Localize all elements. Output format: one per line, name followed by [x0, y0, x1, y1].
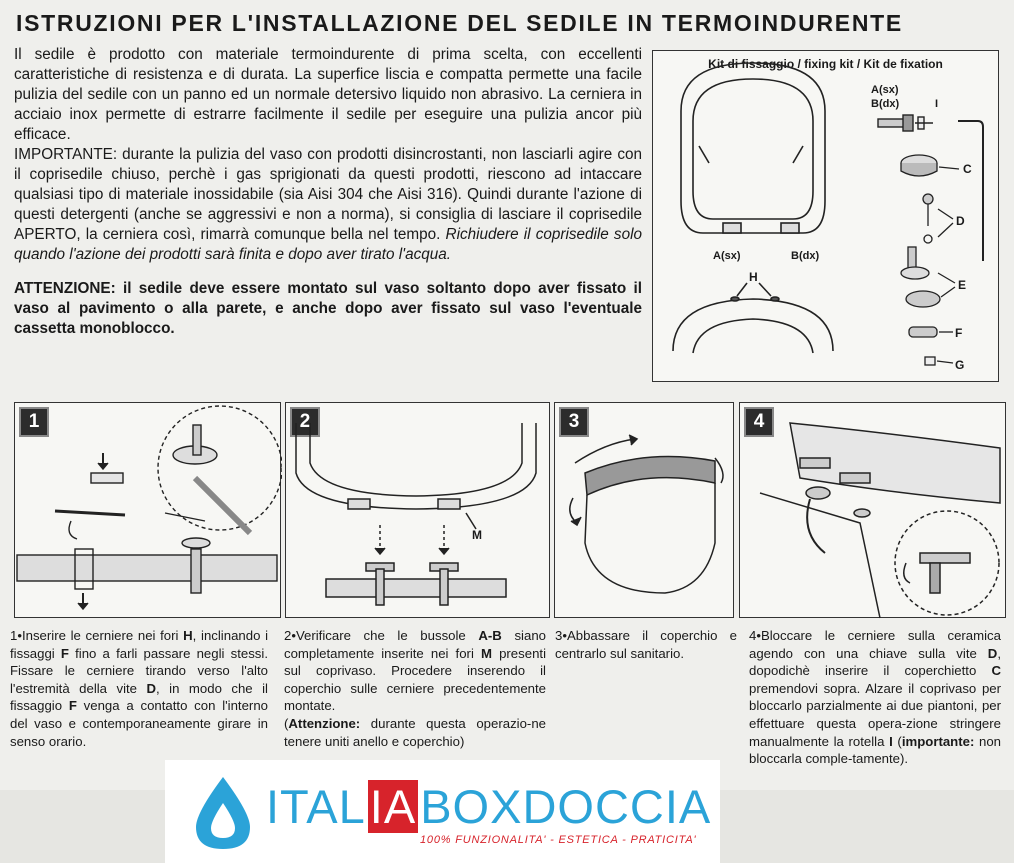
- step-1-number: 1: [19, 407, 49, 437]
- step-1-text: 1•Inserire le cerniere nei fori H, inclinando i fissaggi F fino a farli passare negli stessi. Fissare le cerniere tirando verso l'alto l'estremità della vite D, in modo che il fissaggio F venga a contatto con l'interno del vaso e contemporaneamente girare in senso orario.: [10, 628, 269, 749]
- kit-illustration: [653, 51, 1000, 383]
- logo-al: AL: [306, 780, 366, 833]
- water-drop-icon: [188, 773, 258, 853]
- step-4-text: 4•Bloccare le cerniere sulla ceramica agendo con una chiave sulla vite D, dopodichè inserire il coperchietto C premendovi sopra. Alzare il coprivaso per bloccarlo parzialmente ai due piantoni, per effettuare questa opera-zione stringere manualmente la rotella I (importante: non bloccarla comple-tamente).: [749, 628, 1002, 767]
- intro-paragraph-attention: ATTENZIONE: il sedile deve essere montato sul vaso soltanto dopo aver fissato il vaso al pavimento o alla parete, e anche dopo aver fissato sul vaso l'eventuale cassetta monoblocco.: [14, 280, 642, 337]
- kit-title: Kit di fissaggio / fixing kit / Kit de fixation: [708, 57, 943, 71]
- seat-label-b: B(dx): [791, 250, 820, 262]
- logo-boxdoccia: BOXDOCCIA: [420, 780, 712, 833]
- step-1-figure: [14, 402, 281, 618]
- logo-ia: IA: [369, 780, 417, 833]
- seat-label-a: A(sx): [713, 250, 741, 262]
- label-b-dx: B(dx): [871, 98, 900, 110]
- step-3-number: 3: [559, 407, 589, 437]
- logo-tagline: 100% FUNZIONALITA' - ESTETICA - PRATICITA': [420, 834, 697, 846]
- intro-paragraph-1: Il sedile è prodotto con materiale termoindurente di prima scelta, con eccellenti caratteristiche di resistenza e di durata. La superfice liscia e compatta permette una facile pulizia del sedile con un panno ed un normale detersivo liquido non abrasivo. La cerniera in acciaio inox permette di estrarre facilmente il sedile per eseguire una pulizia ancor più efficace.: [14, 46, 642, 143]
- label-a-sx: A(sx): [871, 84, 899, 96]
- label-c: C: [963, 162, 972, 176]
- step-2-figure: [285, 402, 550, 618]
- fixing-kit-diagram: [652, 50, 999, 382]
- label-f: F: [955, 326, 963, 340]
- hinge-part: [878, 115, 933, 131]
- step-2-text: 2•Verificare che le bussole A-B siano completamente inserite nei fori M presenti sul coprivaso. Procedere inserendo il coperchio sulle cerniere precedentemente montate. (Attenzione: durante questa operazio-ne tenere uniti anello e coperchio): [284, 628, 546, 749]
- brand-logo: [266, 780, 712, 833]
- label-i: I: [935, 98, 939, 110]
- label-m: M: [472, 528, 482, 542]
- washer-g: [925, 357, 953, 365]
- step-3-figure: [554, 402, 734, 618]
- label-d: D: [956, 214, 965, 228]
- step-4-figure: [739, 402, 1006, 618]
- screw-d: [923, 194, 953, 243]
- label-e: E: [958, 278, 967, 292]
- intro-text: [14, 45, 642, 339]
- step-3-text: 3•Abbassare il coperchio e centrarlo sul sanitario.: [555, 628, 737, 661]
- seat-drawing: [681, 63, 825, 233]
- step-4-number: 4: [744, 407, 774, 437]
- label-g: G: [955, 358, 965, 372]
- anchor-f: [909, 327, 953, 337]
- post-e: [901, 247, 955, 307]
- step-2-number: 2: [290, 407, 320, 437]
- cap-c: [901, 155, 959, 176]
- bowl-drawing: [673, 283, 833, 353]
- page-title: ISTRUZIONI PER L'INSTALLAZIONE DEL SEDILE IN TERMOINDURENTE: [16, 10, 903, 36]
- allen-key: [958, 121, 983, 261]
- intro-paragraph-important: IMPORTANTE: durante la pulizia del vaso con prodotti disincrostanti, non lasciarli agire con il coprisedile chiuso, perchè i gas sprigionati da questi prodotti, riescono ad intaccare qualsiasi tipo di materiale inossidabile (sia Aisi 304 che Aisi 316). Quindi durante l'azione di questi detergenti (anche se aggressivi e non a norma), si consiglia di lasciare il coprisedile APERTO, la cerniera così, rimarrà comunque bella nel tempo. Richiudere il coprisedile solo quando l'azione dei prodotti sarà finita e dopo aver tirato l'acqua.: [14, 146, 642, 263]
- label-h: H: [749, 270, 758, 284]
- logo-it: IT: [266, 780, 307, 833]
